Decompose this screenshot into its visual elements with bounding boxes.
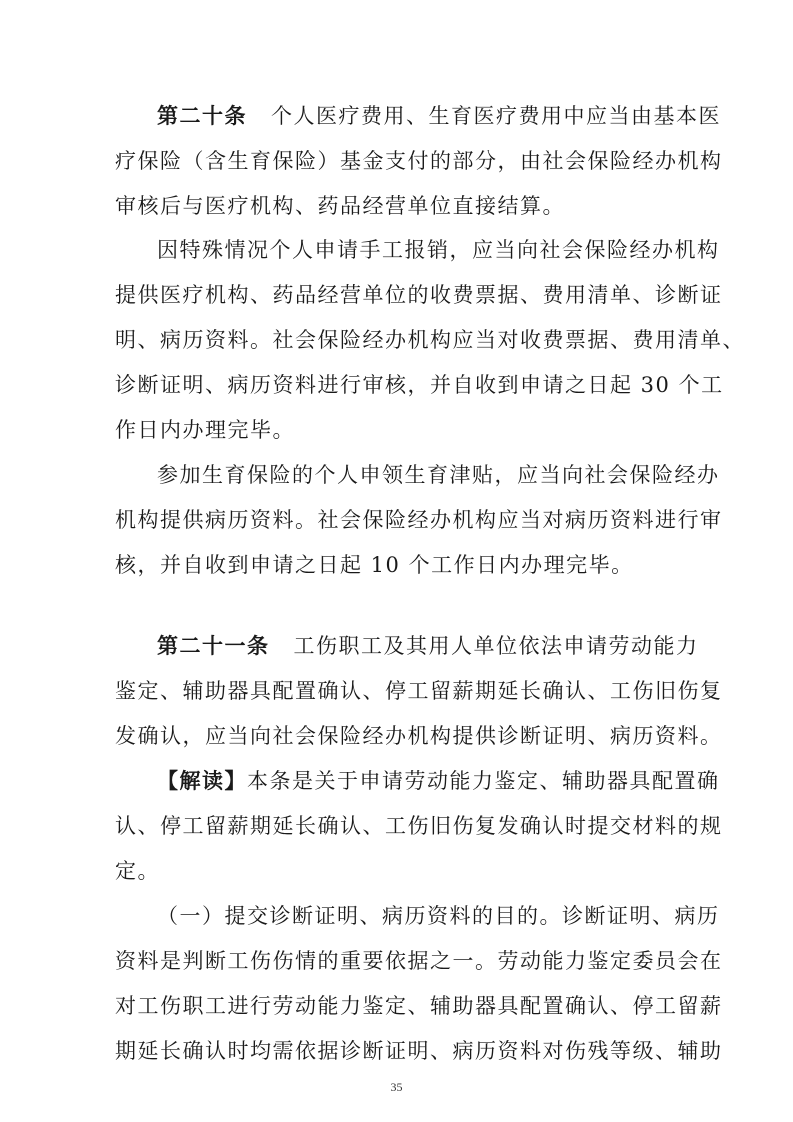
interpretation-line-1 (157, 766, 720, 796)
interpretation-label: 【解读】 (157, 768, 247, 793)
article-20-p3-line-2: 机构提供病历资料。社会保险经办机构应当对病历资料进行审 (115, 508, 723, 532)
article-20-line-3: 审核后与医疗机构、药品经营单位直接结算。 (115, 194, 565, 218)
article-20-text: 个人医疗费用、生育医疗费用中应当由基本医 (271, 104, 721, 128)
article-21-line-1 (115, 631, 699, 661)
article-20-p2-line-4: 诊断证明、病历资料进行审核，并自收到申请之日起 30 个工 (115, 373, 724, 397)
article-20-p2-line-2: 提供医疗机构、药品经营单位的收费票据、费用清单、诊断证 (115, 283, 723, 307)
interpretation-line-3: 定。 (115, 859, 160, 883)
article-21-line-2: 鉴定、辅助器具配置确认、停工留薪期延长确认、工伤旧伤复 (115, 679, 723, 703)
page-number: 35 (390, 1080, 403, 1094)
section-1-line-3: 对工伤职工进行劳动能力鉴定、辅助器具配置确认、停工留薪 (115, 994, 723, 1018)
article-20-line-1 (115, 101, 721, 131)
section-1-line-1: （一）提交诊断证明、病历资料的目的。诊断证明、病历 (157, 904, 720, 928)
article-20-p2-line-1: 因特殊情况个人申请手工报销，应当向社会保险经办机构 (157, 238, 720, 262)
article-20-p2-line-5: 作日内办理完毕。 (115, 418, 295, 442)
interpretation-line-2: 认、停工留薪期延长确认、工伤旧伤复发确认时提交材料的规 (115, 814, 723, 838)
section-1-line-4: 期延长确认时均需依据诊断证明、病历资料对伤残等级、辅助 (115, 1039, 723, 1063)
article-20-p3-line-3: 核，并自收到申请之日起 10 个工作日内办理完毕。 (115, 553, 634, 577)
article-20-heading: 第二十条 (157, 103, 247, 128)
article-21-line-3: 发确认，应当向社会保险经办机构提供诊断证明、病历资料。 (115, 724, 723, 748)
article-20-line-2: 疗保险（含生育保险）基金支付的部分，由社会保险经办机构 (115, 149, 723, 173)
article-20-p2-line-3: 明、病历资料。社会保险经办机构应当对收费票据、费用清单、 (115, 328, 745, 352)
article-20-p3-line-1: 参加生育保险的个人申领生育津贴，应当向社会保险经办 (157, 463, 720, 487)
interpretation-text: 本条是关于申请劳动能力鉴定、辅助器具配置确 (247, 769, 720, 793)
article-21-heading: 第二十一条 (157, 633, 270, 658)
article-21-text: 工伤职工及其用人单位依法申请劳动能力 (293, 634, 699, 658)
section-1-line-2: 资料是判断工伤伤情的重要依据之一。劳动能力鉴定委员会在 (115, 949, 723, 973)
